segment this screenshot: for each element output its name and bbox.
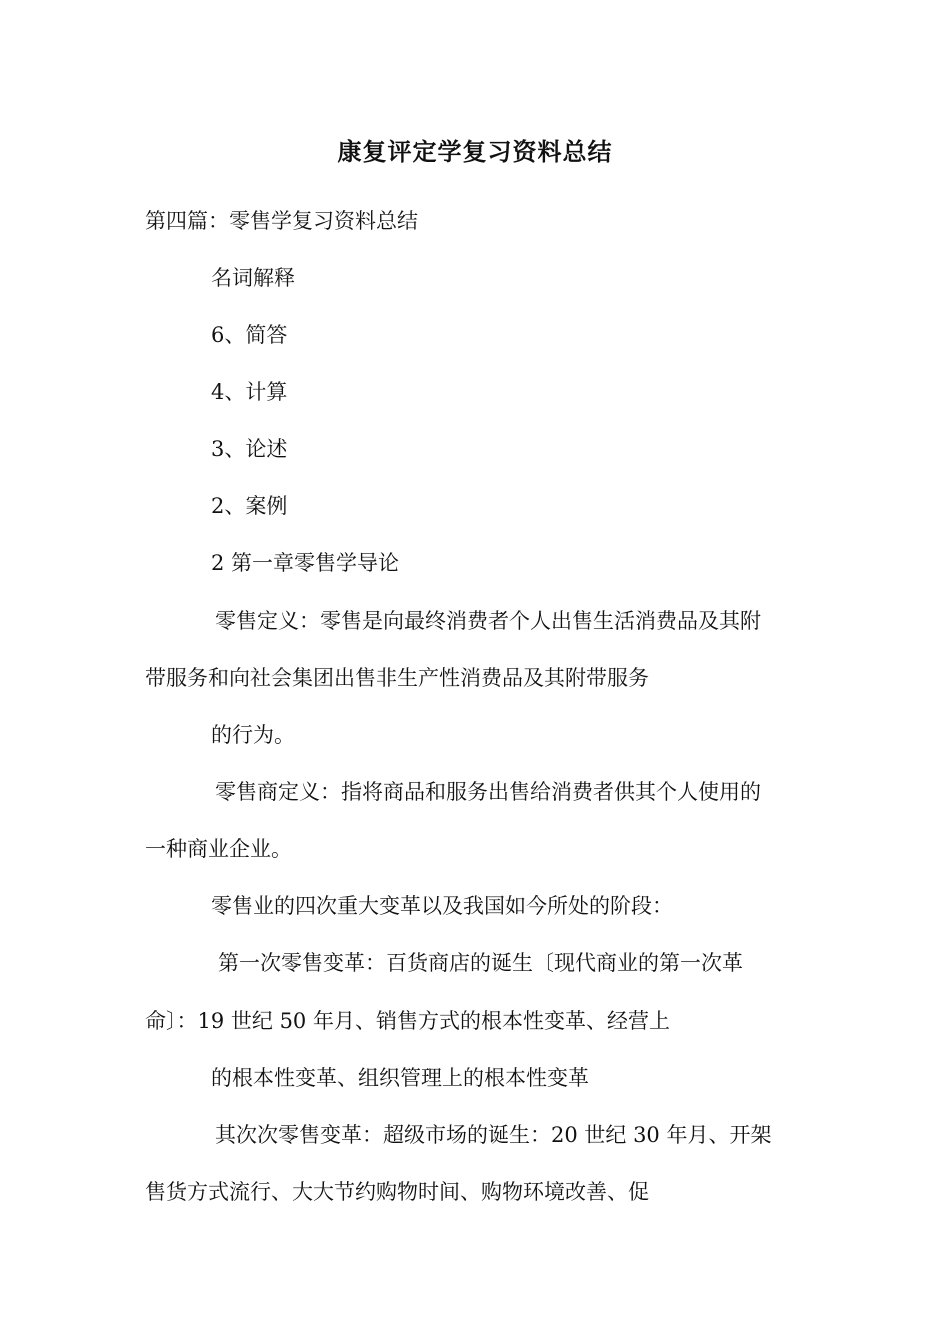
paragraph-line: 零售商定义：指将商品和服务出售给消费者供其个人使用的 (215, 780, 761, 804)
paragraph-line: 的根本性变革、组织管理上的根本性变革 (211, 1066, 589, 1090)
section-heading: 第四篇：零售学复习资料总结 (145, 209, 418, 233)
paragraph-line: 零售定义：零售是向最终消费者个人出售生活消费品及其附 (215, 609, 761, 633)
paragraph-line: 名词解释 (211, 266, 295, 290)
paragraph-line: 命〕：19 世纪 50 年月、销售方式的根本性变革、经营上 (145, 1009, 670, 1033)
document-title: 康复评定学复习资料总结 (337, 137, 613, 166)
paragraph-line: 3、论述 (211, 437, 288, 461)
paragraph-line: 6、简答 (211, 323, 288, 347)
paragraph-line: 的行为。 (211, 723, 295, 747)
paragraph-line: 一种商业企业。 (145, 837, 292, 861)
paragraph-line: 售货方式流行、大大节约购物时间、购物环境改善、促 (145, 1180, 649, 1204)
paragraph-line: 零售业的四次重大变革以及我国如今所处的阶段： (211, 894, 673, 918)
paragraph-line: 带服务和向社会集团出售非生产性消费品及其附带服务 (145, 666, 649, 690)
paragraph-line: 其次次零售变革：超级市场的诞生：20 世纪 30 年月、开架 (215, 1123, 772, 1147)
paragraph-line: 2、案例 (211, 494, 288, 518)
chapter-heading: 2 第一章零售学导论 (211, 551, 400, 575)
paragraph-line: 第一次零售变革：百货商店的诞生〔现代商业的第一次革 (218, 951, 743, 975)
paragraph-line: 4、计算 (211, 380, 288, 404)
